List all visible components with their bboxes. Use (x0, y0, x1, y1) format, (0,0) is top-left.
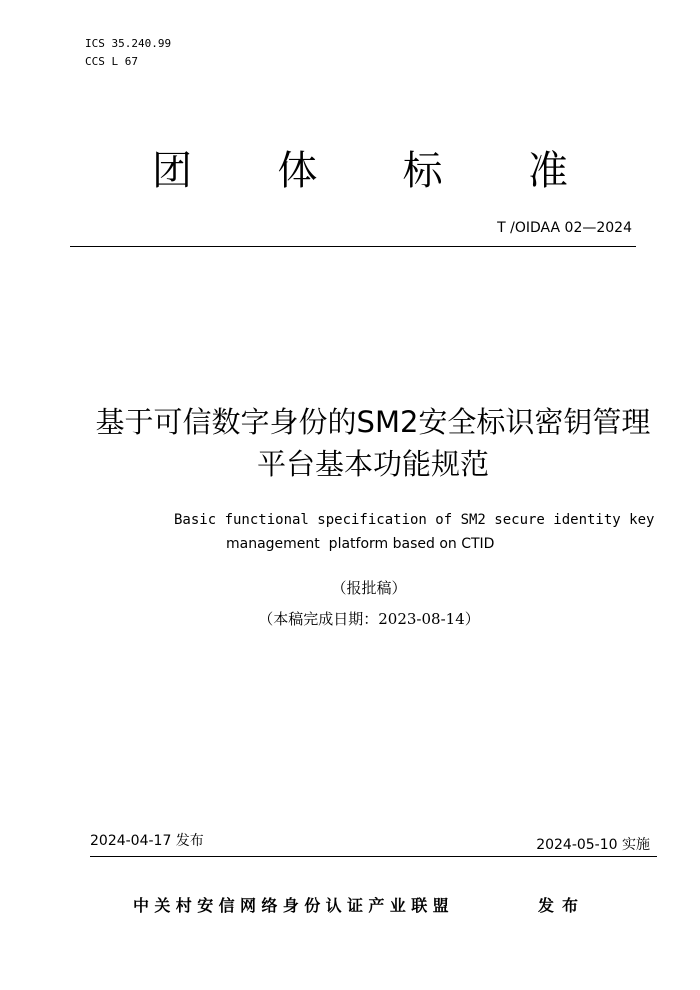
doc-type-char: 团 (152, 148, 192, 194)
english-title-line-2: management platform based on CTID (226, 536, 495, 552)
publisher-name: 中关村安信网络身份认证产业联盟 (133, 896, 455, 915)
ics-code: ICS 35.240.99 (85, 37, 172, 50)
issue-date: 2024-04-17 发布 (90, 833, 204, 849)
draft-completion-date: （本稿完成日期：2023-08-14） (258, 610, 480, 628)
chinese-title-line-2: 平台基本功能规范 (256, 447, 489, 481)
bottom-divider (90, 856, 657, 857)
doc-type-char: 标 (402, 148, 443, 194)
implementation-date: 2024-05-10 实施 (536, 837, 650, 853)
publish-label: 发布 (538, 896, 587, 915)
document-type-heading (150, 146, 570, 196)
english-title-line-1: Basic functional specification of SM2 secure identity key (174, 512, 655, 528)
top-divider (70, 246, 636, 247)
doc-type-char: 准 (527, 148, 568, 194)
ccs-code: CCS L 67 (85, 55, 138, 68)
chinese-title-line-1: 基于可信数字身份的SM2安全标识密钥管理 (95, 405, 651, 439)
doc-type-char: 体 (277, 148, 318, 194)
standard-number: T /OIDAA 02—2024 (497, 220, 632, 236)
draft-stage: （报批稿） (331, 579, 407, 597)
